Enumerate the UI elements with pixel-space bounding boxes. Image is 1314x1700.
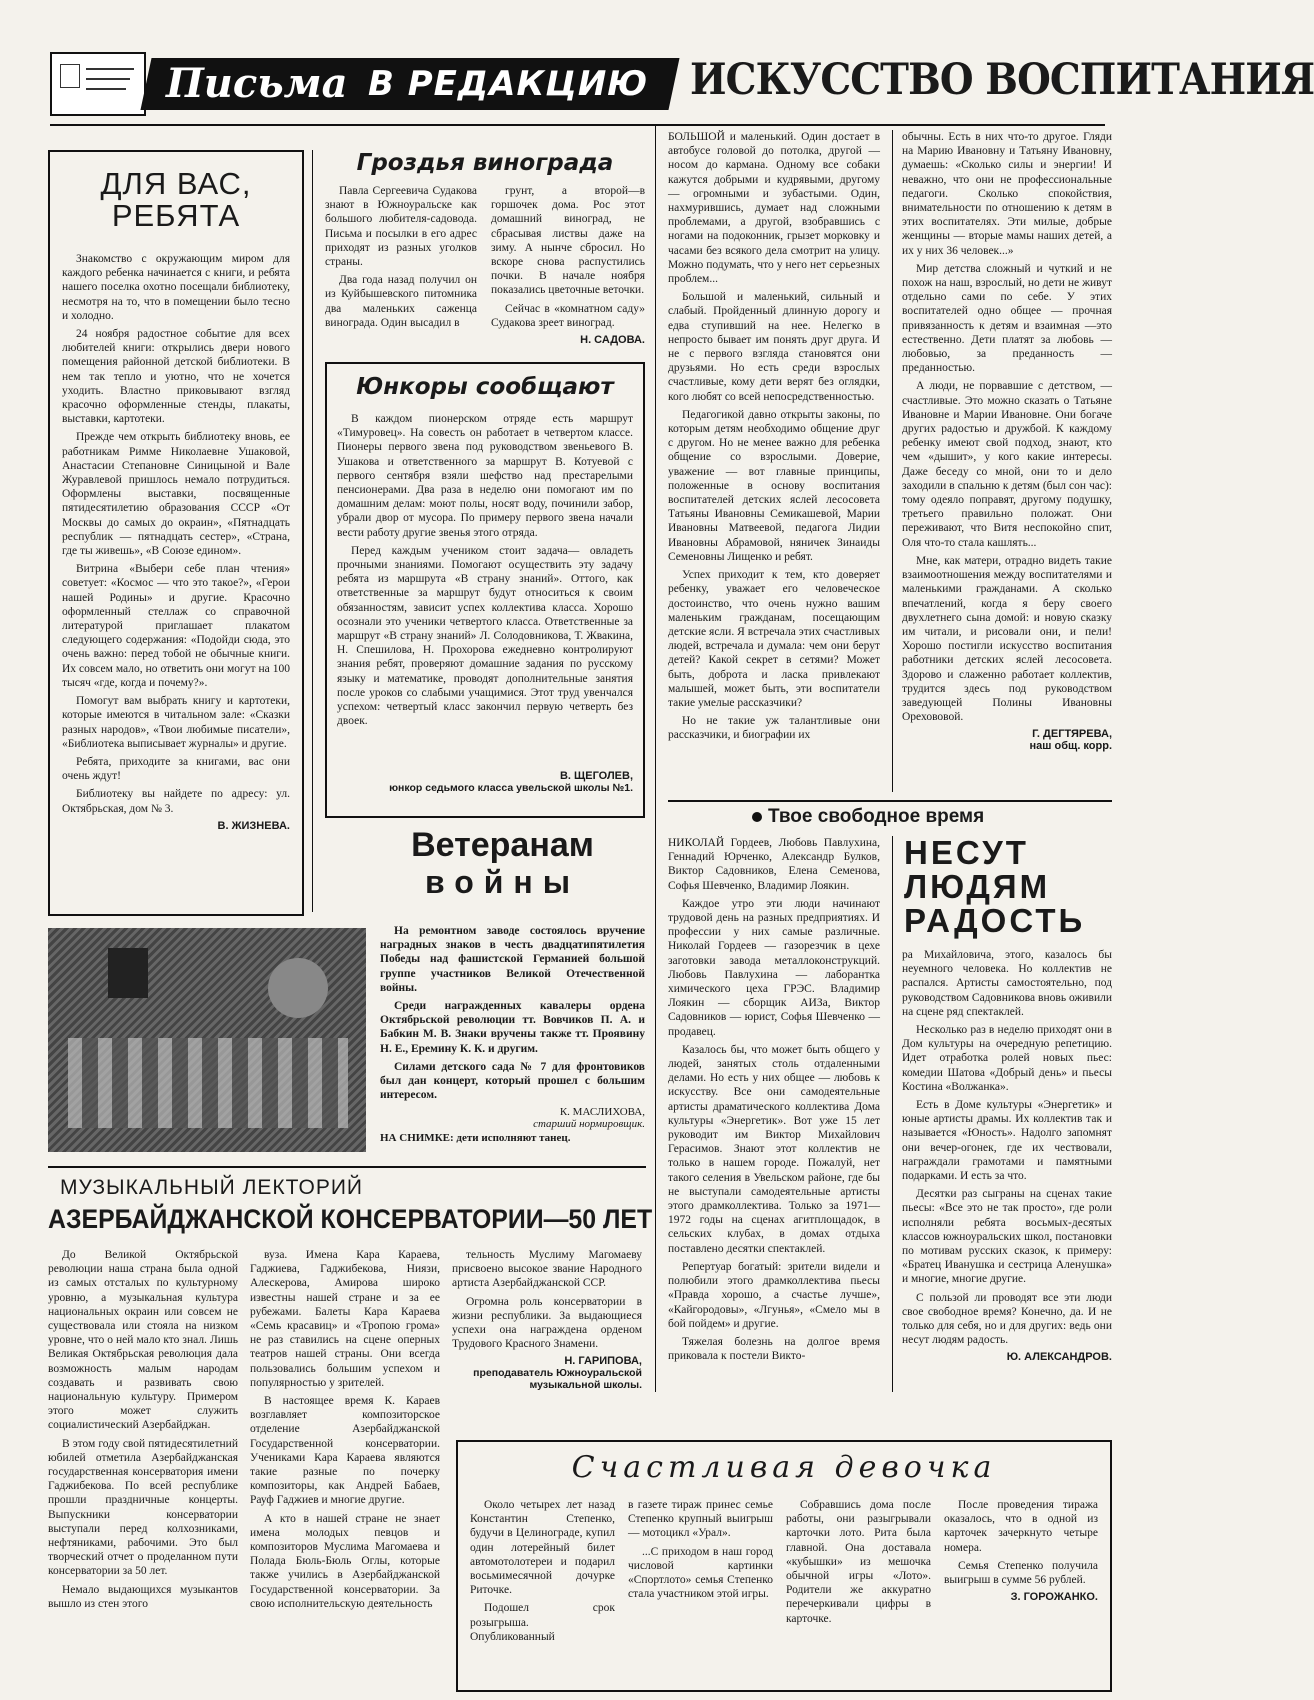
paragraph: Тяжелая болезнь на долгое время приковала к постели Викто- <box>668 1335 880 1363</box>
article-title: Гроздья винограда <box>356 150 614 176</box>
author-signature: Ю. АЛЕКСАНДРОВ. <box>1006 1351 1112 1364</box>
paragraph: Прежде чем открыть библиотеку вновь, ее работникам Римме Николаевне Ушаковой, Анастасии Степановне Синицыной и Вале Журавлевой пришлось немало потрудиться. Оформлены выставки, посвященные пятидесятилетию образования СССР «От Москвы до самых до окраин», «Пятнадцать республик — пятнадцать сестер», «Страна, где ты живешь», «В Союзе едином». <box>62 431 290 558</box>
free-time-rubric <box>752 806 1112 828</box>
article-junkor <box>325 362 645 818</box>
paragraph: А люди, не порвавшие с детством, — счастливые. Это можно сказать о Татьяне Ивановне и Марии Ивановне. Они богаче других радостью и дружбой. К каждому ребенку имеют свой подход, знают, кто чем «дышит», у кого какие интересы. Даже беседу со мной, они то и дело заходили в спальню к детям (был сон час): тому одеяло поправят, другому подушку, третьего правильно положат. Они переживают, что Витя неспокойно спит, Оля что-то стала кашлять... <box>902 380 1112 549</box>
article-title: Счастливая девочка <box>571 1450 997 1485</box>
paragraph: С пользой ли проводят все эти люди свое свободное время? Конечно, да. И не только для себя, но и для других: ведь они несут людям радость. <box>902 1291 1112 1347</box>
paragraph: В каждом пионерском отряде есть маршрут «Тимуровец». На совесть он работает в четвертом классе. Пионеры первого звена под руководством звеньевого В. Ушакова и ответственного за маршрут В. Котуевой с первого сентября взяли шефство над престарелыми пенсионерами. Два раза в неделю они помогают им по домашним делам: моют полы, носят воду, починили забор, убрали двор от мусора. По примеру первого звена начали вести работу другие звенья этого отряда. <box>337 413 633 539</box>
free-time-rubric-text: Твое свободное время <box>768 806 985 827</box>
paragraph: Педагогикой давно открыты законы, по которым детям необходимо общение друг с другом. Но не менее важно для ребенка общение со взрослыми. Доверие, уважение — вот главные принципы, положенные в основу воспитания воспитателей детских яслей лесосовета Татьяны Ивановны Семикашевой, Марии Ивановны Матвеевой, педагога Лидии Ивановны Абрамовой, няничек Зинаиды Семеновны Лищенко и ребят. <box>668 408 880 563</box>
paragraph: До Великой Октябрьской революции наша страна была одной из самых отсталых по культурному уровню, а музыкальная культура национальных окраин или совсем не существовала или стояла на низком уровне, что о ней мало кто знал. Лишь Великая Октябрьская революция дала возможность малым народам создавать и развивать свою национальную культуру. Примером этого может служить социалистический Азербайджан. <box>48 1249 238 1432</box>
paragraph: Мне, как матери, отрадно видеть такие взаимоотношения между воспитателями и маленькими гражданами. А сколько впечатлений, когда я беру своего двухлетнего сына домой: и новую сказку им читали, и рисовали они, и пели! Хорошо постигли искусство воспитания работники детских яслей лесосовета. Здорово и слаженно работает коллектив, трудится здесь под руководством заведующей Полины Ивановны Орехововой. <box>902 554 1112 724</box>
paragraph: В этом году свой пятидесятилетний юбилей отметила Азербайджанская государственная консерватория имени Гаджибекова. По всей республике прошли праздничные концерты. Выпускники консерватории выступали перед колхозниками, нефтяниками, рабочими. Это был творческий отчет о проделанном пути консерватории за 50 лет. <box>48 1437 238 1578</box>
headline-art-of-upbringing: ИСКУССТВО ВОСПИТАНИЯ <box>690 55 1314 105</box>
paragraph: Есть в Доме культуры «Энергетик» и юные артисты драмы. Их коллектив так и называется «Юность». Надолго запомнят они вечер-огонек, где их чествовали, награждали грамотами и памятными подарками. И есть за что. <box>902 1099 1112 1183</box>
paragraph: Библиотеку вы найдете по адресу: ул. Октябрьская, дом № 3. <box>62 788 290 815</box>
paragraph: Ребята, приходите за книгами, вас они очень ждут! <box>62 755 290 783</box>
paragraph: На ремонтном заводе состоялось вручение наградных знаков в честь двадцатипятилетия Победы над фашистской Германией большой группе участников Великой Отечественной войны. <box>380 925 645 994</box>
paragraph: ...С приходом в наш город числовой картинки «Спортлото» семья Степенко стала участником этой игры. <box>628 1545 773 1601</box>
paragraph: Мир детства сложный и чуткий и не похож на наш, взрослый, но дети не живут отдельно сами по себе. У этих воспитателей одно общее — прочная привязанность к детям и взаимная —это естественно. Дети платят за любовь — любовью, за преданность — преданностью. <box>902 262 1112 375</box>
free-time-title-line3: РАДОСТЬ <box>904 902 1086 939</box>
author-signature: В. ЖИЗНЕВА. <box>217 819 290 832</box>
paragraph: 24 ноября радостное событие для всех любителей книги: открылись двери нового помещения районной детской библиотеки. В нем так тепло и уютно, что не хочется уходить. Властно приковывают взгляд красочно оформленные стенды, плакаты, выставки, картотеки. <box>62 328 290 426</box>
veterans-title <box>355 826 650 900</box>
paragraph: А кто в нашей стране не знает имена молодых певцов и композиторов Муслима Магомаева и Полада Бюль-Бюль Оглы, которые также учились в Азербайджанской Государственной консерватории. За свою исполнительскую деятельность <box>250 1512 440 1610</box>
paragraph: Каждое утро эти люди начинают трудовой день на разных предприятиях. И профессии у них самые различные. Николай Гордеев — газорезчик в цехе заготовки завода металлоконструкций. Любовь Павлухина — лаборантка химического цеха ГРЭС. Владимир Лоякин — сборщик АИЗа, Виктор Садовников — юрист, Софья Шевченко — продавец. <box>668 897 880 1038</box>
paragraph: НИКОЛАЙ Гордеев, Любовь Павлухина, Геннадий Юрченко, Александр Булков, Виктор Садовников, Елена Семенова, Софья Шевченко, Владимир Лоякин. <box>668 837 880 892</box>
paragraph: Репертуар богатый: зрители видели и полюбили этого драмколлектива пьесы «Правда хорошо, а счастье лучше», «Кайгородовы», «Лгунья», «Смело мы в бой пойдем» и другие. <box>668 1260 880 1330</box>
paragraph: БОЛЬШОЙ и маленький. Один достает в автобусе головой до потолка, другой — носом до кармана. Одному все собаки кажутся добрыми и кудрявыми, другому — огромными и зубастыми. Один, нахмурившись, думает над сложными проблемами, а другой, взобравшись с ногами на подоконник, грызет морковку и часами без всякого дела смотрит на улицу. Можно подумать, что у него нет серьезных проблем... <box>668 131 880 286</box>
rubric-letters-banner <box>50 48 675 120</box>
paragraph: в газете тираж принес семье Степенко крупный выигрыш — мотоцикл «Урал». <box>628 1499 773 1540</box>
paragraph: Успех приходит к тем, кто доверяет ребенку, уважает его человеческое достоинство, что очень нужно вашим маленьким гражданам, посещающим детские ясли. Я встречала этих счастливых людей, встречала и думала: чем они берут детей? Какой секрет в сетями? Может быть, доброта и ласка привлекают малышей, может быть, эти воспитатели такие умелые рассказчики? <box>668 569 880 709</box>
photo-children-dancing <box>48 928 366 1152</box>
paragraph: Немало выдающихся музыкантов вышло из стен этого <box>48 1583 238 1610</box>
paragraph: Помогут вам выбрать книгу и картотеки, которые имеются в читальном зале: «Сказки разных народов», «Твои любимые писатели», «Библиотека выписывает журналы» и другие. <box>62 695 290 750</box>
article-grapes <box>325 150 645 350</box>
paragraph: Витрина «Выбери себе план чтения» советует: «Космос — что это такое?», «Герои нашей Родины» и другие. Красочно оформленный стеллаж со справочной литературой приглашает плакатом следующего содержания: «Подойди сюда, это очень важно: перед тобой не обычные книги. Их совсем мало, но ответить они могут на 100 тысяч «где, когда и почему?». <box>62 563 290 689</box>
bullet-icon <box>752 812 762 822</box>
paragraph: Большой и маленький, сильный и слабый. Пройденный длинную дорогу и едва ступивший на нее. Нелегко в непросто бывает им понять друг друга. И не с первого взгляда становятся они друзьями. Но есть среди взрослых счастливые, кому дети верят без оглядки, кого любят со всей непосредственностью. <box>668 291 880 403</box>
free-time-title-line2: ЛЮДЯМ <box>904 868 1051 905</box>
paragraph: В настоящее время К. Караев возглавляет композиторское отделение Азербайджанской Государственной консерватории. Учениками Кара Караева являются такие разные по почерку композиторы, как Андрей Бабаев, Рауф Гаджиев и многие другие. <box>250 1395 440 1507</box>
paragraph: Знакомство с окружающим миром для каждого ребенка начинается с книги, и ребята нашего поселка охотно посещали библиотеку, несмотря на то, что в помещении было тесно и холодно. <box>62 253 290 322</box>
paragraph: Семья Степенко получила выигрыш в сумме 56 рублей. <box>944 1559 1098 1587</box>
free-time-title <box>904 836 1114 938</box>
paragraph: После проведения тиража оказалось, что в одной из карточек зачеркнуто четыре номера. <box>944 1499 1098 1554</box>
rubric-block-text: В РЕДАКЦИЮ <box>368 64 649 104</box>
veterans-title-line2: войны <box>424 864 581 900</box>
article-title: Юнкоры сообщают <box>356 374 614 400</box>
article-title-line2: РЕБЯТА <box>111 198 241 233</box>
paragraph: грунт, а второй—в горшочек дома. Рос этот домашний виноград, не сбрасывая листвы даже на зиму. А нынче сбросил. Но вскоре снова распустились почки. В начале ноября показались цветочные веточки. <box>491 185 645 297</box>
author-role: преподаватель Южноуральской музыкальной школы. <box>473 1367 642 1392</box>
free-time-title-line1: НЕСУТ <box>904 834 1029 871</box>
paragraph: Среди награжденных кавалеры ордена Октябрьской революции тт. Вовчиков П. А. и Бабкин М. В. Знаки вручены также тт. Проявину Н. Е., Еремину К. К. и другим. <box>380 1000 645 1055</box>
paragraph: Павла Сергеевича Судакова знают в Южноуральске как большого любителя-садовода. Письма и посылки в его адрес приходят из разных уголков страны. <box>325 185 477 269</box>
author-signature: К. МАСЛИХОВА, <box>559 1106 645 1119</box>
author-role: юнкор седьмого класса увельской школы №1. <box>389 782 633 794</box>
rubric-script-text: Письма <box>166 60 348 107</box>
paragraph: Перед каждым учеником стоит задача— овладеть прочными знаниями. Помогают осуществить эту задачу ребята из маршрута «В страну знаний». Оттого, как ответственные за маршрут будут относиться к своим обязанностям, зависит успех коллектива класса. Хорошо осознали это ученики четвертого класса. Ответственные за маршрут «В страну знаний» Л. Солодовникова, Т. Жвакина, Н. Спешилова, Н. Прохорова ежедневно контролируют знания ребят, проверяют домашние задания по русскому языку и математике, проводят дополнительные занятия после уроков со слабыми учащимися. Этот труд увенчался успехом: четвертый класс закончил первую четверть без двоек. <box>337 544 633 728</box>
paragraph: Казалось бы, что может быть общего у людей, занятых столь отдаленными делами. Но есть у них общее — любовь к искусству. Все они самодеятельные артисты драматического коллектива Дома культуры «Энергетик». Вот уже 15 лет руководит им Виктор Михайлович Герасимов. Знают этот коллектив не только в нашем городе. Пожалуй, нет такого селения в Увельском районе, где бы не выступали самодеятельные артисты этого драмколлектива. Только за 1971—1972 годы на сценах агитплощадок, в сельских клубах, в домах отдыха поставлено десятки спектаклей. <box>668 1043 880 1255</box>
paragraph: Два года назад получил он из Куйбышевского питомника два маленьких саженца винограда. Один высадил в <box>325 274 477 329</box>
paragraph: обычны. Есть в них что-то другое. Гляди на Марию Ивановну и Татьяну Ивановну, думаешь: «Сколько силы и энергии! И неважно, что они не профессиональные педагоги. Сколько спокойствия, внимательности по отношению к детям в этих воспитателях. Эти милые, добрые женщины — вторые мамы наших детей, а их у них 36 человек...» <box>902 131 1112 257</box>
article-lucky-girl <box>456 1440 1112 1692</box>
paragraph: Собравшись дома после работы, они разыгрывали карточки лото. Рита была главной. Она доставала «кубышки» из мешочка обычной игры «Лото». Родители же аккуратно перечеркивали цифры в карточке. <box>786 1499 931 1625</box>
article-for-children <box>48 150 304 916</box>
paragraph: Несколько раз в неделю приходят они в Дом культуры на очередную репетицию. Идет отработка ролей новых пьес: комедии Шатова «Добрый день» и пьесы Костина «Волжанка». <box>902 1024 1112 1093</box>
author-role: старший нормировщик. <box>533 1118 645 1131</box>
author-signature: В. ЩЕГОЛЕВ, <box>559 770 633 782</box>
author-signature: З. ГОРОЖАНКО. <box>1010 1591 1098 1604</box>
author-signature: Г. ДЕГТЯРЕВА, <box>1032 728 1112 741</box>
paragraph: Около четырех лет назад Константин Степенко, будучи в Целинограде, купил один лотерейный билет автомотолотереи и подарил восьмимесячной дочурке Риточке. <box>470 1499 615 1597</box>
veterans-title-line1: Ветеранам <box>411 826 594 864</box>
paragraph: Огромна роль консерватории в жизни республики. За выдающиеся успехи она награждена орденом Трудового Красного Знамени. <box>452 1295 642 1351</box>
author-signature: Н. САДОВА. <box>580 334 645 347</box>
author-signature: Н. ГАРИПОВА, <box>564 1355 642 1368</box>
music-kicker: МУЗЫКАЛЬНЫЙ ЛЕКТОРИЙ <box>60 1176 364 1199</box>
author-role: наш общ. корр. <box>1029 740 1112 753</box>
paragraph: Сейчас в «комнатном саду» Судакова зреет виноград. <box>491 302 645 329</box>
paragraph: Подошел срок розыгрыша. Опубликованный <box>470 1602 615 1643</box>
paragraph: тельность Муслиму Магомаеву присвоено высокое звание Народного артиста Азербайджанской ССР. <box>452 1249 642 1290</box>
paragraph: ра Михайловича, этого, казалось бы неуемного человека. Но коллектив не распался. Артисты самостоятельно, под руководством Садовникова вновь оживили на сцене ряд спектаклей. <box>902 949 1112 1018</box>
paragraph: вуза. Имена Кара Караева, Гаджиева, Гаджибекова, Ниязи, Алескерова, Амирова широко известны нашей стране и за ее рубежами. Балеты Кара Караева «Семь красавиц» и «Тропою грома» не раз ставились на сцене оперных театров нашей страны. Они всегда пользовались большим успехом и популярностью у зрителей. <box>250 1249 440 1389</box>
paragraph: Но не такие уж талантливые они рассказчики, и биографии их <box>668 715 880 742</box>
envelope-icon <box>50 52 146 116</box>
article-title-line1: ДЛЯ ВАС, <box>100 166 252 201</box>
photo-caption: НА СНИМКЕ: дети исполняют танец. <box>380 1132 571 1145</box>
music-title: АЗЕРБАЙДЖАНСКОЙ КОНСЕРВАТОРИИ—50 ЛЕТ <box>48 1204 653 1234</box>
paragraph: Десятки раз сыграны на сценах такие пьесы: «Все это не так просто», где роли исполняли ребята восьмых-десятых классов южноуральских школ, постановки по мотивам русских сказок, к примеру: «Братец Иванушка и сестрица Аленушка» и многие, многие другие. <box>902 1188 1112 1286</box>
paragraph: Силами детского сада № 7 для фронтовиков был дан концерт, который прошел с большим интересом. <box>380 1060 645 1102</box>
